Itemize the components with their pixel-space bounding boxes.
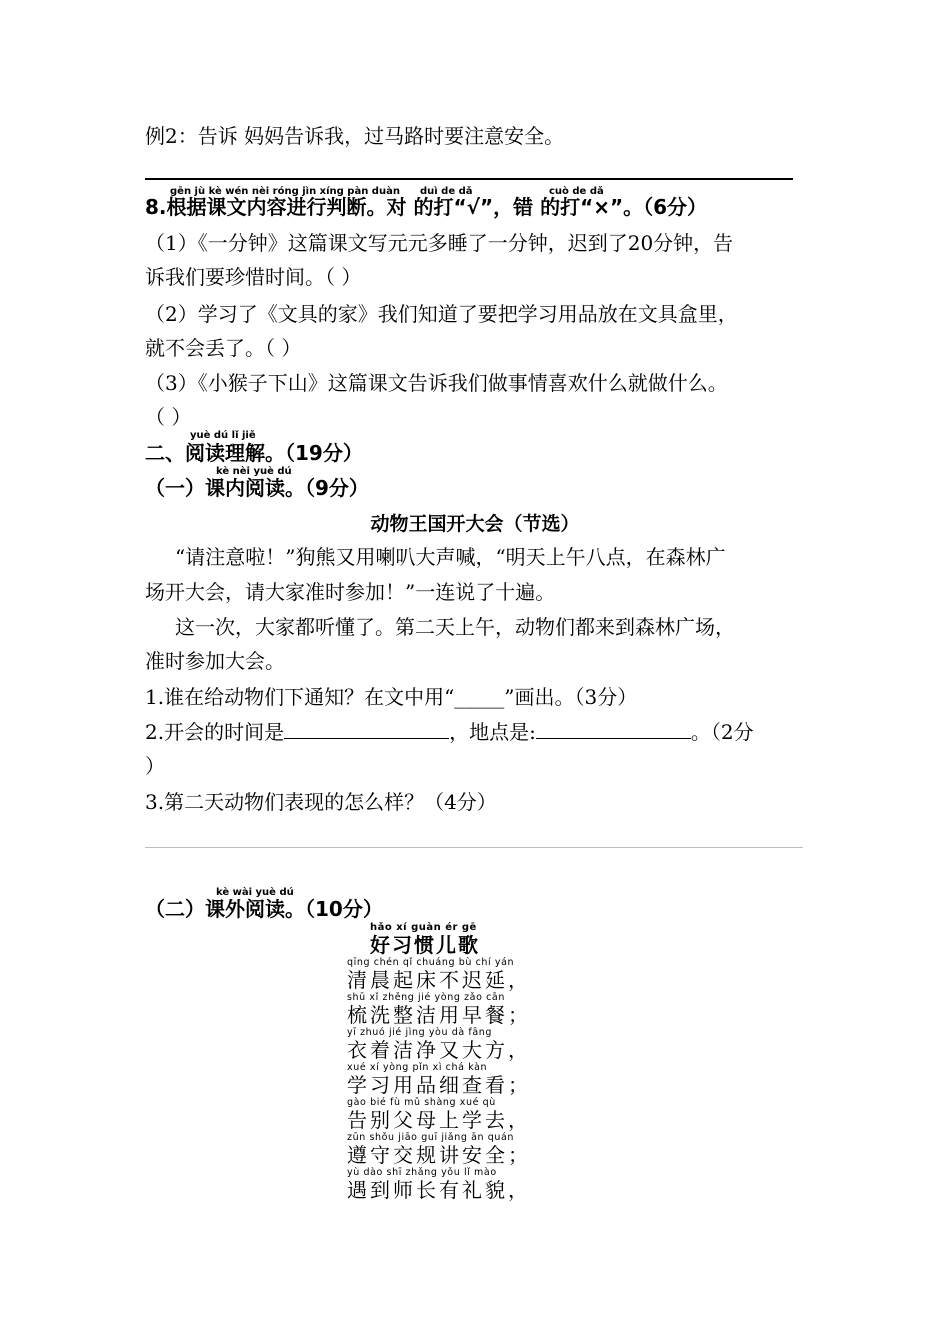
poem-line-5-pinyin: gào bié fù mǔ shàng xué qù xyxy=(347,1097,496,1108)
poem-line-4: 学习用品细查看； xyxy=(347,1073,531,1097)
part-1-question-1: 1.谁在给动物们下通知？在文中用“_____”画出。（3分） xyxy=(145,685,638,709)
poem-title-pinyin: hǎo xí guàn ér gē xyxy=(370,922,477,933)
passage-p2-line-2: 准时参加大会。 xyxy=(145,649,285,673)
q8-item-2-line-1: （2）学习了《文具的家》我们知道了要把学习用品放在文具盒里， xyxy=(145,302,738,326)
part-1-title: （一）课内阅读。（9分） xyxy=(145,476,369,500)
example-2: 例2：告诉 妈妈告诉我，过马路时要注意安全。 xyxy=(145,124,565,148)
poem-line-7-pinyin: yù dào shī zhǎng yǒu lǐ mào xyxy=(347,1167,497,1178)
q2-place-label: ，地点是: xyxy=(449,720,536,744)
q3-answer-line[interactable] xyxy=(145,847,803,848)
poem-line-6: 遵守交规讲安全； xyxy=(347,1143,531,1167)
q8-title: 8.根据课文内容进行判断。对 的打“√”，错 的打“×”。（6分） xyxy=(145,195,708,219)
passage-p1-line-1: “请注意啦！”狗熊又用喇叭大声喊，“明天上午八点，在森林广 xyxy=(175,545,726,569)
q8-pinyin-dui: duì de dǎ xyxy=(420,186,473,197)
passage-p1-line-2: 场开大会，请大家准时参加！”一连说了十遍。 xyxy=(145,580,556,604)
part-1-question-2-cont: ） xyxy=(145,754,165,778)
q2-place-blank[interactable] xyxy=(536,720,691,739)
q2-time-blank[interactable] xyxy=(284,720,449,739)
q8-item-3-line-1: （3）《小猴子下山》这篇课文告诉我们做事情喜欢什么就做什么。 xyxy=(145,371,728,395)
poem-title: 好习惯儿歌 xyxy=(370,933,480,957)
poem-line-1-pinyin: qīng chén qǐ chuáng bù chí yán xyxy=(347,957,515,968)
passage-p2-line-1: 这一次，大家都听懂了。第二天上午，动物们都来到森林广场， xyxy=(175,615,735,639)
q8-item-1-line-2: 诉我们要珍惜时间。（ ） xyxy=(145,265,362,289)
q8-item-2-line-2: 就不会丢了。（ ） xyxy=(145,336,302,360)
part-1-pinyin: kè nèi yuè dú xyxy=(216,466,292,477)
part-2-title: （二）课外阅读。（10分） xyxy=(145,897,383,921)
passage-title: 动物王国开大会（节选） xyxy=(370,513,580,535)
q2-time-label: 2.开会的时间是 xyxy=(145,720,285,744)
poem-line-1: 清晨起床不迟延， xyxy=(347,968,531,992)
section-2-pinyin: yuè dú lǐ jiě xyxy=(190,430,256,441)
poem-line-7: 遇到师长有礼貌， xyxy=(347,1178,531,1202)
part-2-pinyin: kè wài yuè dú xyxy=(216,887,294,898)
poem-line-2-pinyin: shū xǐ zhěng jié yòng zǎo cān xyxy=(347,992,505,1003)
part-1-question-2 xyxy=(145,719,754,745)
q2-score: 。（2分 xyxy=(690,720,754,744)
q8-pinyin-heading: gēn jù kè wén nèi róng jìn xíng pàn duàn xyxy=(170,186,400,197)
section-2-title: 二、阅读理解。（19分） xyxy=(145,441,363,465)
poem-line-5: 告别父母上学去， xyxy=(347,1108,531,1132)
answer-line xyxy=(145,178,793,180)
poem-line-3: 衣着洁净又大方， xyxy=(347,1038,531,1062)
poem-line-6-pinyin: zūn shǒu jiāo guī jiǎng ān quán xyxy=(347,1132,515,1143)
poem-line-4-pinyin: xué xí yòng pǐn xì chá kàn xyxy=(347,1062,488,1073)
poem-line-3-pinyin: yī zhuó jié jìng yòu dà fāng xyxy=(347,1027,492,1038)
part-1-question-3: 3.第二天动物们表现的怎么样？（4分） xyxy=(145,790,497,814)
q8-item-3-line-2: （ ） xyxy=(145,405,192,429)
q8-item-1-line-1: （1）《一分钟》这篇课文写元元多睡了一分钟，迟到了20分钟，告 xyxy=(145,231,734,255)
poem-line-2: 梳洗整洁用早餐； xyxy=(347,1003,531,1027)
q8-pinyin-cuo: cuò de dǎ xyxy=(549,186,604,197)
